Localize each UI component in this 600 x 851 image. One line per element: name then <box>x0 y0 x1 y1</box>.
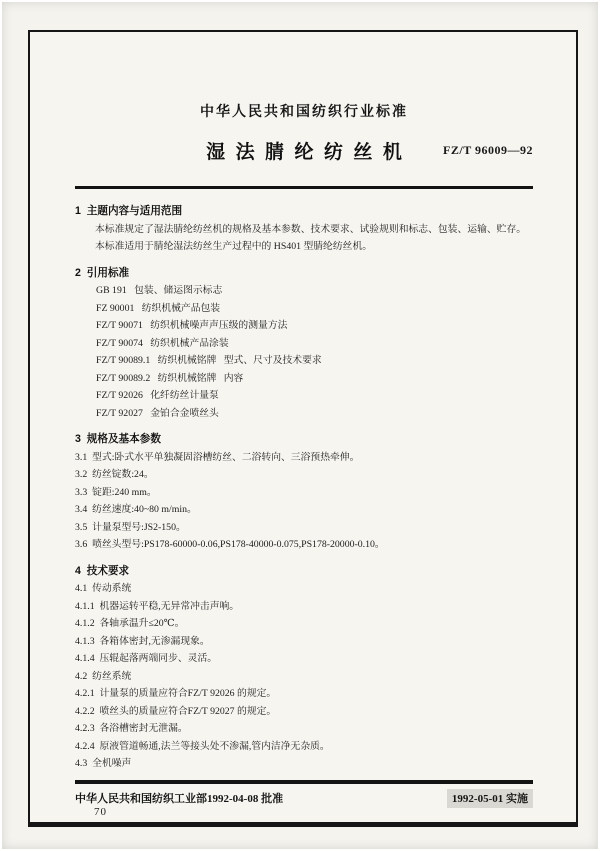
clause-item: 4.2.1 计量泵的质量应符合FZ/T 92026 的规定。 <box>75 688 277 699</box>
clause-item: 3.4 纺丝速度:40~80 m/min。 <box>75 504 197 515</box>
page-content <box>30 32 576 822</box>
clause-item: 4.1.3 各箱体密封,无渗漏现象。 <box>75 635 210 647</box>
header-divider <box>75 186 533 189</box>
approval-text: 中华人民共和国纺织工业部1992-04-08 批准 <box>75 793 284 805</box>
standard-number: FZ/T 96009—92 <box>443 143 533 157</box>
title-row <box>75 140 533 166</box>
clause-item: 4.3 全机噪声 <box>75 758 132 769</box>
footer-row <box>75 789 533 808</box>
reference-item: GB 191 包装、储运图示标志 <box>96 285 223 296</box>
reference-item: FZ/T 90071 纺织机械噪声声压级的测量方法 <box>96 320 288 331</box>
section-heading: 4 技术要求 <box>75 564 130 577</box>
reference-item: FZ/T 92026 化纤纺丝计量泵 <box>96 390 219 401</box>
paragraph: 本标准规定了湿法腈纶纺丝机的规格及基本参数、技术要求、试验规则和标志、包装、运输、贮存。 <box>95 223 527 235</box>
reference-item: FZ/T 92027 金铂合金喷丝头 <box>96 407 219 419</box>
paragraph: 本标准适用于腈纶湿法纺丝生产过程中的 HS401 型腈纶纺丝机。 <box>95 241 373 252</box>
reference-item: FZ 90001 纺织机械产品包装 <box>96 302 221 314</box>
clause-item: 4.2.3 各浴槽密封无泄漏。 <box>75 723 188 734</box>
page-number: 70 <box>94 806 107 818</box>
clause-item: 4.1.4 压辊起落两端同步、灵活。 <box>75 653 218 664</box>
reference-item: FZ/T 90089.2 纺织机械铭牌 内容 <box>96 372 244 384</box>
clause-item: 4.2 纺丝系统 <box>75 670 132 682</box>
clause-item: 4.2.2 喷丝头的质量应符合FZ/T 92027 的规定。 <box>75 705 277 717</box>
clause-item: 3.1 型式:卧式水平单独凝固浴槽纺丝、二浴转向、三浴预热牵伸。 <box>75 451 360 463</box>
clause-item: 3.2 纺丝锭数:24。 <box>75 469 154 480</box>
reference-item: FZ/T 90089.1 纺织机械铭牌 型式、尺寸及技术要求 <box>96 355 322 366</box>
clause-item: 4.1 传动系统 <box>75 583 132 594</box>
clause-item: 3.6 喷丝头型号:PS178-60000-0.06,PS178-40000-0.075,PS178-20000-0.10。 <box>75 539 385 550</box>
clause-item: 4.1.1 机器运转平稳,无异常冲击声响。 <box>75 600 240 612</box>
page-border-frame <box>28 30 578 827</box>
clause-item: 3.3 锭距:240 mm。 <box>75 486 157 498</box>
standard-org-line: 中华人民共和国纺织行业标准 <box>200 103 408 119</box>
footer-divider <box>75 780 533 784</box>
document-body <box>75 203 533 773</box>
document-title: 湿法腈纶纺丝机 <box>206 142 413 163</box>
clause-item: 3.5 计量泵型号:JS2-150。 <box>75 521 186 533</box>
clause-item: 4.1.2 各轴承温升≤20℃。 <box>75 618 185 629</box>
reference-item: FZ/T 90074 纺织机械产品涂装 <box>96 337 229 349</box>
clause-item: 4.2.4 原液管道畅通,法兰等接头处不渗漏,管内洁净无杂质。 <box>75 740 330 752</box>
section-heading: 1 主题内容与适用范围 <box>75 205 183 217</box>
section-heading: 2 引用标准 <box>75 266 130 279</box>
implementation-text: 1992-05-01 实施 <box>447 789 533 808</box>
section-heading: 3 规格及基本参数 <box>75 433 161 445</box>
